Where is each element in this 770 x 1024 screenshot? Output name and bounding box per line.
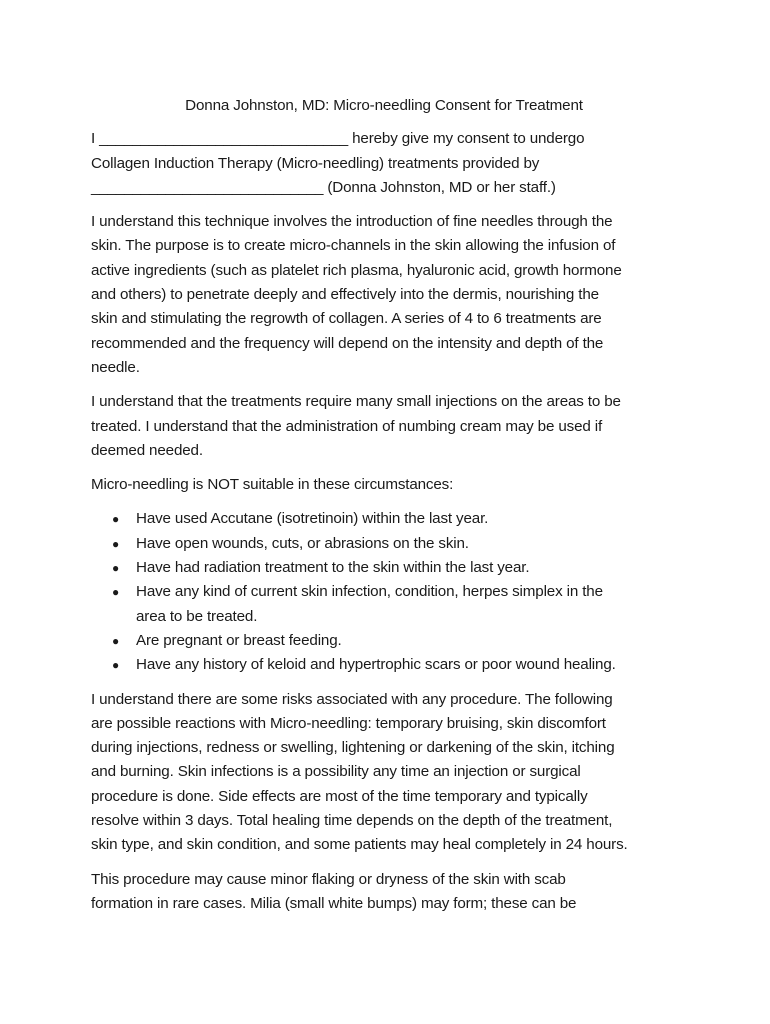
text-line: skin type, and skin condition, and some patients may heal completely in 24 hours. (91, 836, 628, 854)
text-line: Have open wounds, cuts, or abrasions on the skin. (136, 534, 469, 552)
flaking-paragraph (91, 868, 691, 917)
text-line: skin. The purpose is to create micro-channels in the skin allowing the infusion of (91, 237, 616, 255)
document-title: Donna Johnston, MD: Micro-needling Consent for Treatment (185, 97, 583, 114)
text-line: skin and stimulating the regrowth of collagen. A series of 4 to 6 treatments are (91, 310, 602, 328)
list-item (112, 629, 691, 653)
text-line: deemed needed. (91, 441, 203, 459)
text-line: ____________________________ (Donna Johnston, MD or her staff.) (91, 178, 556, 196)
bullet-icon: ● (112, 536, 120, 551)
text-line: This procedure may cause minor flaking or dryness of the skin with scab (91, 870, 566, 888)
list-item (112, 653, 691, 677)
text-line: Have any kind of current skin infection, condition, herpes simplex in the (136, 583, 603, 601)
text-line: recommended and the frequency will depend on the intensity and depth of the (91, 334, 604, 352)
text-line: I understand that the treatments require many small injections on the areas to be (91, 393, 621, 411)
consent-statement (91, 127, 691, 200)
text-line: Have had radiation treatment to the skin within the last year. (136, 559, 530, 577)
text-line: treated. I understand that the administration of numbing cream may be used if (91, 417, 603, 435)
text-line: and burning. Skin infections is a possibility any time an injection or surgical (91, 763, 581, 781)
text-line: Collagen Induction Therapy (Micro-needling) treatments provided by (91, 154, 540, 172)
text-line: I understand there are some risks associated with any procedure. The following (91, 690, 613, 708)
bullet-icon: ● (112, 585, 120, 600)
list-item (112, 532, 691, 556)
text-line: area to be treated. (136, 607, 258, 625)
text-line: I ______________________________ hereby give my consent to undergo (91, 130, 585, 148)
text-line: procedure is done. Side effects are most of the time temporary and typically (91, 787, 588, 805)
bullet-icon: ● (112, 512, 120, 527)
injections-paragraph (91, 390, 691, 463)
text-line: Are pregnant or breast feeding. (136, 631, 342, 649)
text-line: Have used Accutane (isotretinoin) within the last year. (136, 510, 489, 528)
not-suitable-list (91, 507, 691, 677)
text-line: formation in rare cases. Milia (small white bumps) may form; these can be (91, 894, 577, 912)
technique-paragraph (91, 210, 691, 380)
text-line: active ingredients (such as platelet rich plasma, hyaluronic acid, growth hormone (91, 261, 622, 279)
text-line: Have any history of keloid and hypertrophic scars or poor wound healing. (136, 656, 616, 674)
text-line: needle. (91, 358, 140, 376)
text-line: are possible reactions with Micro-needling: temporary bruising, skin discomfort (91, 714, 606, 732)
text-line: resolve within 3 days. Total healing time depends on the depth of the treatment, (91, 812, 613, 830)
bullet-icon: ● (112, 633, 120, 648)
bullet-icon: ● (112, 658, 120, 673)
list-item (112, 556, 691, 580)
bullet-icon: ● (112, 561, 120, 576)
risks-paragraph (91, 688, 691, 858)
list-item (112, 507, 691, 531)
text-line: and others) to penetrate deeply and effectively into the dermis, nourishing the (91, 286, 599, 304)
list-item (112, 580, 691, 629)
not-suitable-heading: Micro-needling is NOT suitable in these circumstances: (91, 476, 454, 494)
consent-document (91, 94, 691, 926)
text-line: during injections, redness or swelling, lightening or darkening of the skin, itching (91, 739, 615, 757)
text-line: I understand this technique involves the introduction of fine needles through the (91, 213, 613, 231)
